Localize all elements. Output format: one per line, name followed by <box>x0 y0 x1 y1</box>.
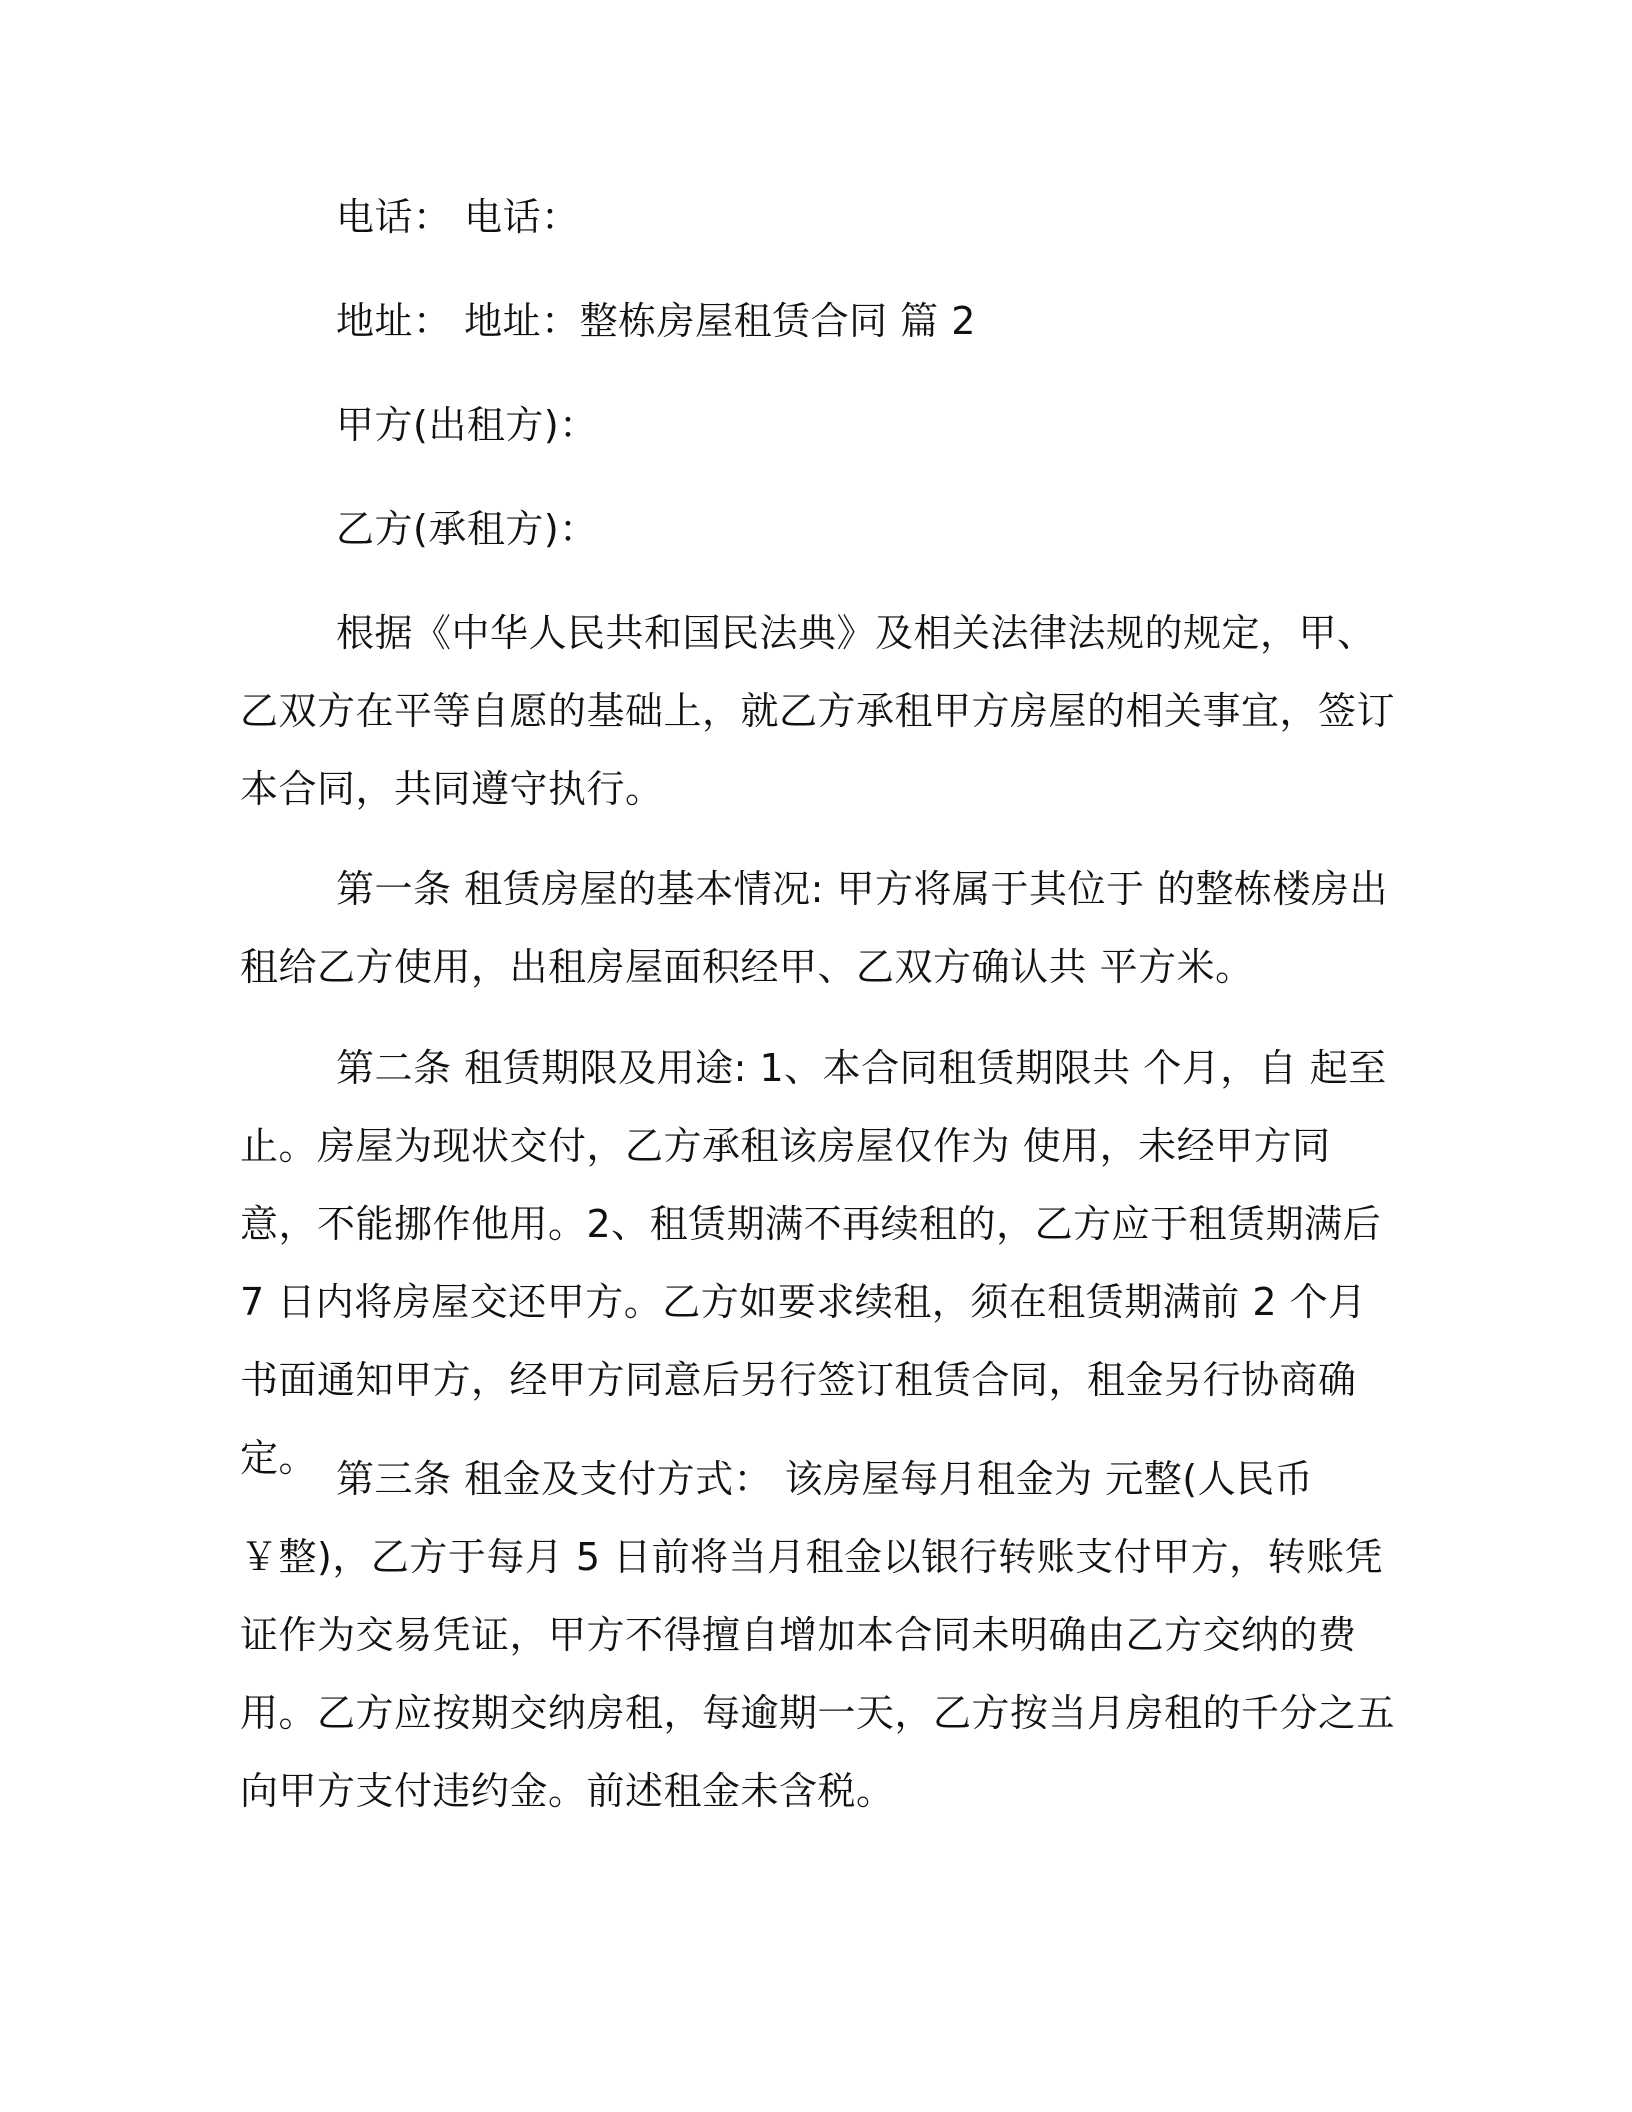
address-line: 地址： 地址：整栋房屋租赁合同 篇 2 <box>336 299 976 343</box>
article-2-paragraph: 第二条 租赁期限及用途: 1、本合同租赁期限共 个月，自 起至 止。房屋为现状交付，乙方承租该房屋仅作为 使用，未经甲方同意，不能挪作他用。2、租赁期满不再续租的，乙方应于租赁期满后 7 日内将房屋交还甲方。乙方如要求续租，须在租赁期满前 2 个月书面通知甲方，经甲方同意后另行签订租赁合同，租金另行协商确定。 <box>240 1046 1387 1480</box>
article-1-paragraph: 第一条 租赁房屋的基本情况: 甲方将属于其位于 的整栋楼房出租给乙方使用，出租房屋面积经甲、乙双方确认共 平方米。 <box>240 867 1389 989</box>
article-3-paragraph: 第三条 租金及支付方式： 该房屋每月租金为 元整(人民币￥整)，乙方于每月 5 日前将当月租金以银行转账支付甲方，转账凭证作为交易凭证，甲方不得擅自增加本合同未明确由乙方交纳的费用。乙方应按期交纳房租，每逾期一天，乙方按当月房租的千分之五向甲方支付违约金。前述租金未含税。 <box>240 1457 1396 1813</box>
intro-paragraph: 根据《中华人民共和国民法典》及相关法律法规的规定，甲、乙双方在平等自愿的基础上，就乙方承租甲方房屋的相关事宜，签订本合同，共同遵守执行。 <box>240 611 1396 811</box>
phone-line: 电话： 电话： <box>336 195 580 239</box>
party-b-line: 乙方(承租方)： <box>336 507 598 551</box>
party-a-line: 甲方(出租方)： <box>336 403 598 447</box>
